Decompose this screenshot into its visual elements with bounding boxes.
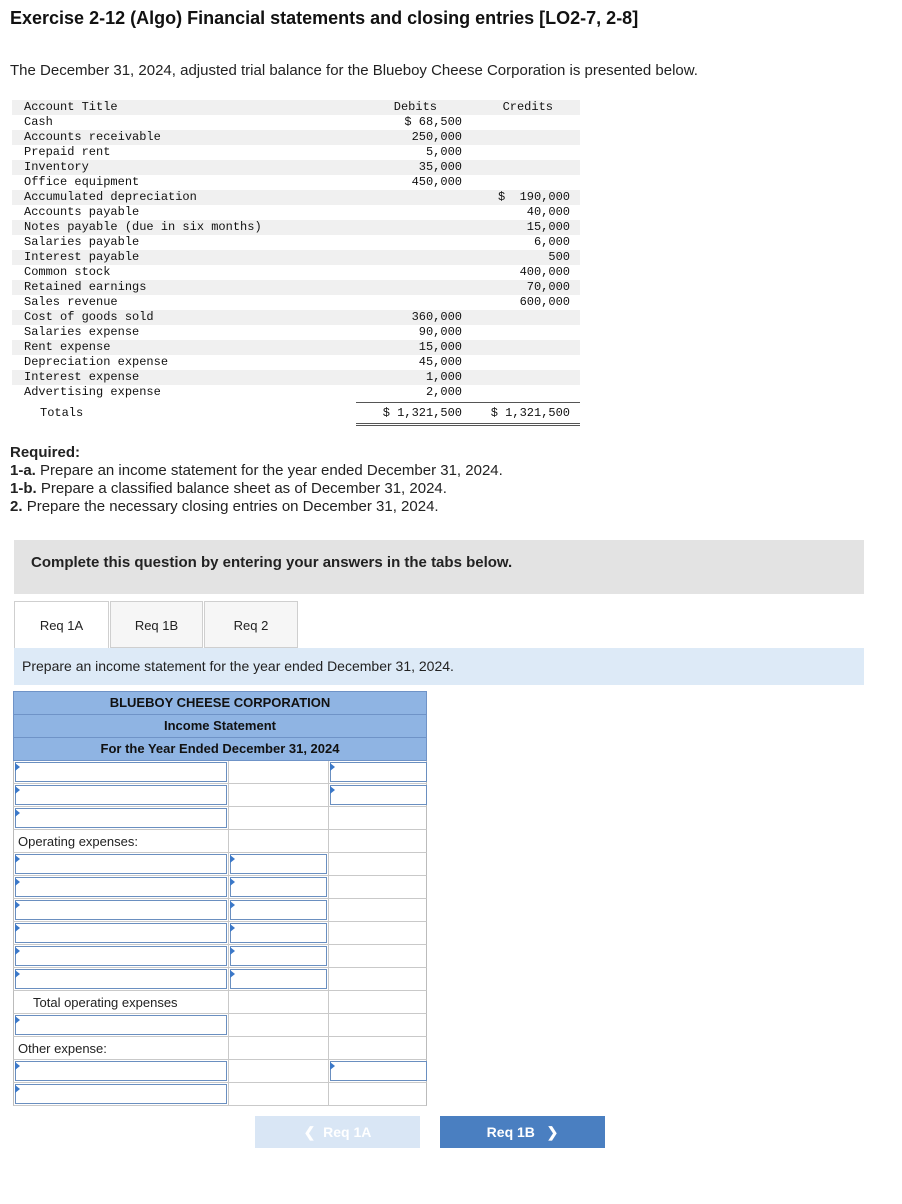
amount-input[interactable] <box>330 785 427 805</box>
debits-header: Debits <box>393 100 437 114</box>
debit-amount: $ 68,500 <box>404 115 462 129</box>
amount-input[interactable] <box>230 877 327 897</box>
page-title: Exercise 2-12 (Algo) Financial statements and closing entries [LO2-7, 2-8] <box>10 8 639 28</box>
tab-req-2[interactable]: Req 2 <box>204 601 298 648</box>
statement-row <box>13 1060 427 1083</box>
account-title: Accumulated depreciation <box>24 190 197 204</box>
statement-row <box>13 899 427 922</box>
account-title: Depreciation expense <box>24 355 169 369</box>
statement-row <box>13 968 427 991</box>
next-button[interactable]: Req 1B ❯ <box>440 1116 605 1148</box>
account-title-header: Account Title <box>24 100 118 114</box>
account-dropdown[interactable] <box>15 900 227 920</box>
trial-balance-row <box>12 295 580 310</box>
trial-balance-row <box>12 205 580 220</box>
credit-amount: 15,000 <box>526 220 570 234</box>
trial-balance-table <box>12 100 580 424</box>
account-title: Retained earnings <box>24 280 147 294</box>
amount-input[interactable] <box>230 969 327 989</box>
amount-input[interactable] <box>330 762 427 782</box>
trial-balance-row <box>12 280 580 295</box>
statement-row <box>13 945 427 968</box>
statement-row <box>13 1083 427 1106</box>
trial-balance-row <box>12 355 580 370</box>
credit-amount: 400,000 <box>519 265 570 279</box>
trial-balance-totals <box>12 402 580 424</box>
trial-balance-row <box>12 190 580 205</box>
amount-input[interactable] <box>230 923 327 943</box>
operating-expenses-label: Operating expenses: <box>18 834 138 849</box>
trial-balance-row <box>12 265 580 280</box>
debit-amount: 5,000 <box>425 145 462 159</box>
trial-balance-row <box>12 175 580 190</box>
statement-row <box>13 853 427 876</box>
required-item: 1-b. Prepare a classified balance sheet as of December 31, 2024. <box>10 480 447 497</box>
account-title: Notes payable (due in six months) <box>24 220 262 234</box>
statement-period: For the Year Ended December 31, 2024 <box>13 737 427 761</box>
instruction-bar: Prepare an income statement for the year ended December 31, 2024. <box>14 648 864 685</box>
account-dropdown[interactable] <box>15 785 227 805</box>
other-expense-label: Other expense: <box>18 1041 107 1056</box>
debit-amount: 360,000 <box>411 310 462 324</box>
statement-row <box>13 807 427 830</box>
tab-req-1b[interactable]: Req 1B <box>110 601 203 648</box>
income-statement-form <box>13 691 427 1106</box>
statement-row <box>13 1037 427 1060</box>
statement-row <box>13 1014 427 1037</box>
credit-amount: $ 190,000 <box>497 190 570 204</box>
amount-input[interactable] <box>230 854 327 874</box>
trial-balance-row <box>12 235 580 250</box>
tab-req-1a[interactable]: Req 1A <box>14 601 109 648</box>
credit-amount: 6,000 <box>533 235 570 249</box>
account-dropdown[interactable] <box>15 854 227 874</box>
statement-row <box>13 784 427 807</box>
account-title: Inventory <box>24 160 89 174</box>
amount-input[interactable] <box>230 946 327 966</box>
chevron-left-icon: ❮ <box>303 1124 316 1140</box>
account-title: Prepaid rent <box>24 145 111 159</box>
trial-balance-row <box>12 145 580 160</box>
totals-credit: $ 1,321,500 <box>490 406 570 420</box>
trial-balance-row <box>12 130 580 145</box>
account-title: Office equipment <box>24 175 140 189</box>
account-title: Accounts receivable <box>24 130 161 144</box>
account-title: Salaries expense <box>24 325 140 339</box>
account-dropdown[interactable] <box>15 762 227 782</box>
debit-amount: 2,000 <box>425 385 462 399</box>
statement-row <box>13 761 427 784</box>
prev-button[interactable]: ❮ Req 1A <box>255 1116 420 1148</box>
account-title: Sales revenue <box>24 295 118 309</box>
statement-row <box>13 991 427 1014</box>
account-title: Interest expense <box>24 370 140 384</box>
required-heading: Required: <box>10 444 81 461</box>
required-section <box>10 444 503 516</box>
debit-amount: 90,000 <box>418 325 462 339</box>
debit-amount: 450,000 <box>411 175 462 189</box>
account-dropdown[interactable] <box>15 969 227 989</box>
total-operating-expenses-label: Total operating expenses <box>33 995 178 1010</box>
account-title: Interest payable <box>24 250 140 264</box>
company-name: BLUEBOY CHEESE CORPORATION <box>13 691 427 714</box>
statement-name: Income Statement <box>13 714 427 737</box>
trial-balance-row <box>12 115 580 130</box>
totals-debit: $ 1,321,500 <box>382 406 462 420</box>
account-title: Common stock <box>24 265 111 279</box>
account-title: Rent expense <box>24 340 111 354</box>
statement-row <box>13 830 427 853</box>
trial-balance-row <box>12 250 580 265</box>
debit-amount: 45,000 <box>418 355 462 369</box>
account-dropdown[interactable] <box>15 1084 227 1104</box>
amount-input[interactable] <box>330 1061 427 1081</box>
intro-text: The December 31, 2024, adjusted trial balance for the Blueboy Cheese Corporation is presented below. <box>10 62 698 79</box>
account-dropdown[interactable] <box>15 1015 227 1035</box>
trial-balance-row <box>12 310 580 325</box>
complete-banner: Complete this question by entering your answers in the tabs below. <box>14 540 864 594</box>
chevron-right-icon: ❯ <box>546 1124 559 1140</box>
credits-header: Credits <box>502 100 553 114</box>
trial-balance-row <box>12 160 580 175</box>
trial-balance-row <box>12 220 580 235</box>
required-item: 2. Prepare the necessary closing entries on December 31, 2024. <box>10 498 439 515</box>
account-dropdown[interactable] <box>15 923 227 943</box>
account-dropdown[interactable] <box>15 808 227 828</box>
trial-balance-row <box>12 370 580 385</box>
debit-amount: 1,000 <box>425 370 462 384</box>
credit-amount: 70,000 <box>526 280 570 294</box>
credit-amount: 600,000 <box>519 295 570 309</box>
credit-amount: 500 <box>548 250 570 264</box>
account-dropdown[interactable] <box>15 946 227 966</box>
account-title: Accounts payable <box>24 205 140 219</box>
amount-input[interactable] <box>230 900 327 920</box>
credit-amount: 40,000 <box>526 205 570 219</box>
debit-amount: 35,000 <box>418 160 462 174</box>
account-dropdown[interactable] <box>15 1061 227 1081</box>
account-title: Advertising expense <box>24 385 161 399</box>
account-title: Cost of goods sold <box>24 310 154 324</box>
required-item: 1-a. Prepare an income statement for the year ended December 31, 2024. <box>10 462 503 479</box>
trial-balance-header <box>12 100 580 115</box>
debit-amount: 250,000 <box>411 130 462 144</box>
debit-amount: 15,000 <box>418 340 462 354</box>
account-dropdown[interactable] <box>15 877 227 897</box>
statement-row <box>13 922 427 945</box>
trial-balance-row <box>12 340 580 355</box>
trial-balance-row <box>12 325 580 340</box>
trial-balance-row <box>12 385 580 400</box>
statement-row <box>13 876 427 899</box>
account-title: Cash <box>24 115 53 129</box>
account-title: Salaries payable <box>24 235 140 249</box>
totals-label: Totals <box>40 406 84 420</box>
